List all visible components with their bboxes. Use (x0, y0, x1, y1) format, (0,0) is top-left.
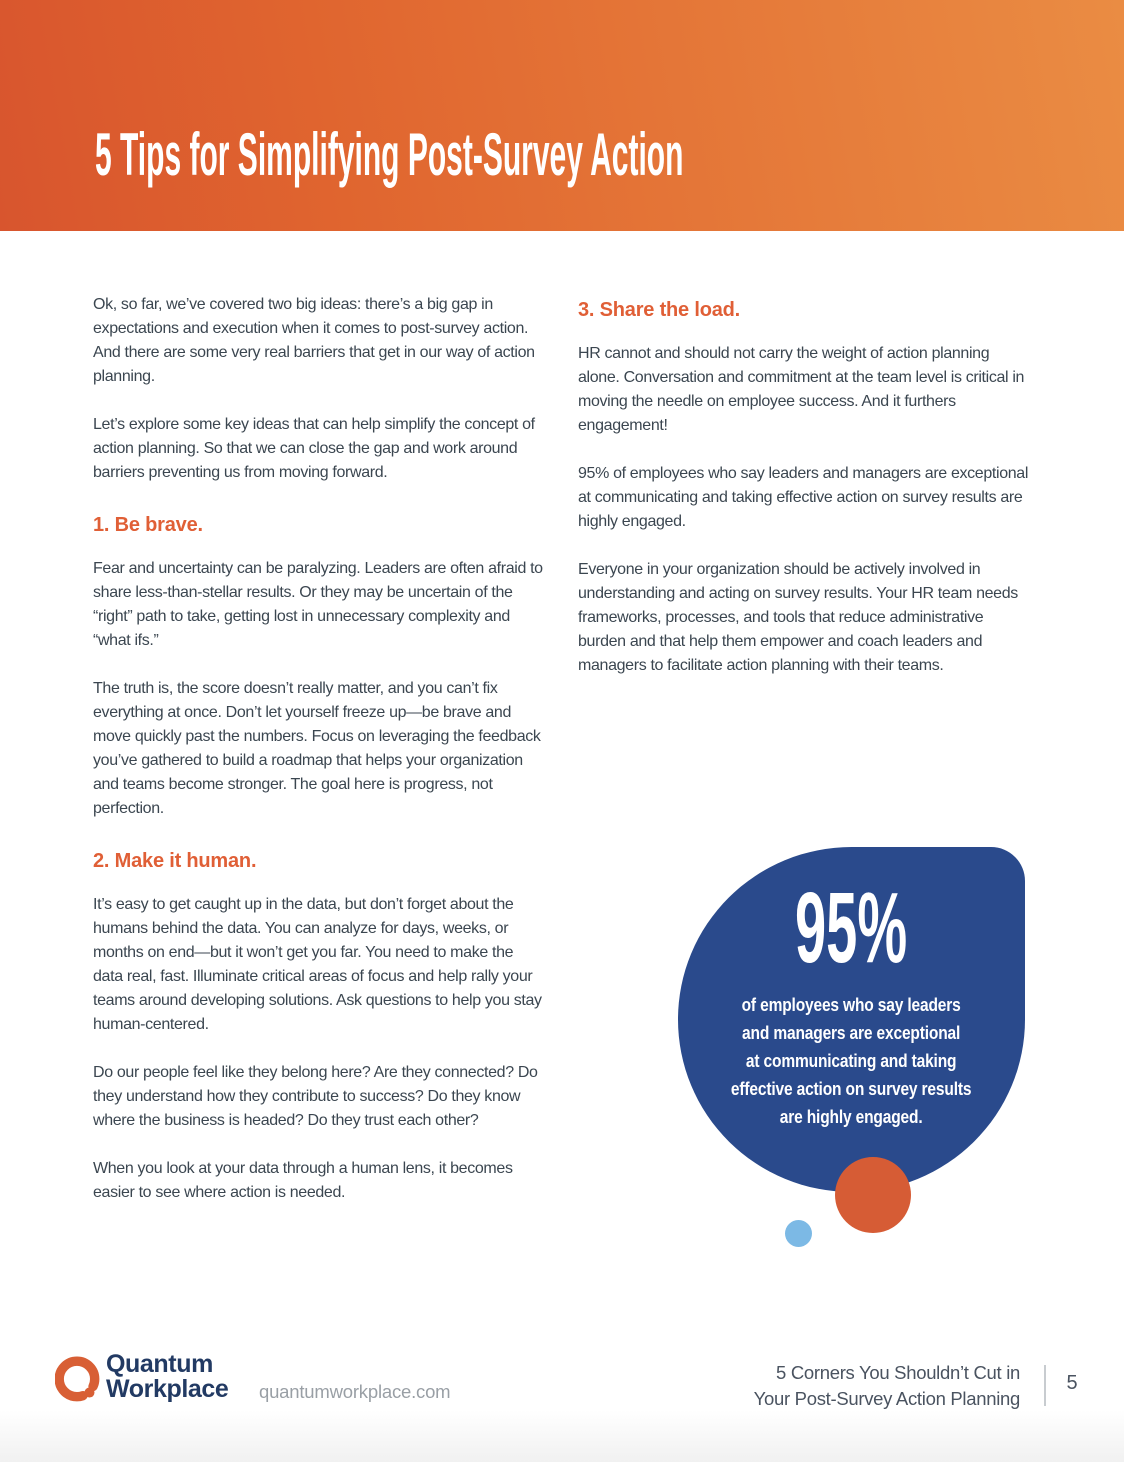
bottom-shadow-band (0, 1410, 1124, 1462)
make-it-human-paragraph-1: It’s easy to get caught up in the data, but don’t forget about the humans behind the data. You can analyze for days, weeks, or months on end—but it won’t get you far. You need to make the data real, fast. Illuminate critical areas of focus and help rally your teams around developing solutions. Ask questions to help you stay human-centered. (93, 896, 542, 1033)
section-heading-share-the-load: 3. Share the load. (578, 299, 741, 321)
decorative-light-blue-circle (785, 1220, 812, 1247)
stat-value: 95% (795, 872, 908, 984)
stat-caption (731, 991, 971, 1131)
share-the-load-paragraph-2: 95% of employees who say leaders and managers are exceptional at communicating and taking effective action on survey results are highly engaged. (578, 465, 1029, 530)
quantum-workplace-wordmark (106, 1352, 228, 1402)
share-the-load-paragraph-3: Everyone in your organization should be actively involved in understanding and acting on survey results. Your HR team needs frameworks, processes, and tools that reduce administrative burden and that help them empower and coach leaders and managers to facilitate action planning with their teams. (578, 561, 1018, 674)
make-it-human-paragraph-3: When you look at your data through a human lens, it becomes easier to see where action is needed. (93, 1160, 513, 1201)
page-number: 5 (1066, 1372, 1078, 1394)
stat-caption-line: at communicating and taking (746, 1050, 957, 1071)
stat-caption-line: effective action on survey results (731, 1078, 972, 1099)
stat-caption-line: and managers are exceptional (742, 1022, 961, 1043)
logo-word-quantum: Quantum (106, 1350, 213, 1378)
page-banner (0, 0, 1124, 231)
quantum-workplace-logo-icon (55, 1356, 101, 1409)
share-the-load-paragraph-1: HR cannot and should not carry the weight of action planning alone. Conversation and commitment at the team level is critical in moving the needle on employee success. And it furthers engagement! (578, 345, 1025, 434)
stat-caption-line: are highly engaged. (780, 1106, 923, 1127)
be-brave-paragraph-1: Fear and uncertainty can be paralyzing. Leaders are often afraid to share less-than-stellar results. Or they may be uncertain of the “right” path to take, getting lost in unnecessary complexity and “what ifs.” (93, 560, 543, 649)
website-link[interactable]: quantumworkplace.com (259, 1381, 451, 1402)
logo-word-workplace: Workplace (106, 1375, 229, 1403)
footer-doc-title (754, 1360, 1020, 1412)
decorative-orange-circle (835, 1157, 911, 1233)
footer-doc-title-line-1: 5 Corners You Shouldn’t Cut in (775, 1362, 1020, 1383)
page-title: 5 Tips for Simplifying Post-Survey Action (95, 121, 684, 188)
footer-divider (1044, 1365, 1046, 1406)
stat-callout-blob (678, 847, 1025, 1192)
intro-paragraph-2: Let’s explore some key ideas that can help simplify the concept of action planning. So that we can close the gap and work around barriers preventing us from moving forward. (93, 416, 535, 481)
left-column (93, 293, 545, 1229)
section-heading-be-brave: 1. Be brave. (93, 514, 203, 536)
intro-paragraph-1: Ok, so far, we’ve covered two big ideas: there’s a big gap in expectations and execution when it comes to post-survey action. And there are some very real barriers that get in our way of action planning. (93, 296, 535, 385)
footer-doc-title-line-2: Your Post-Survey Action Planning (753, 1388, 1020, 1409)
section-heading-make-it-human: 2. Make it human. (93, 850, 257, 872)
make-it-human-paragraph-2: Do our people feel like they belong here? Are they connected? Do they understand how they contribute to success? Do they know where the business is headed? Do they trust each other? (93, 1064, 538, 1129)
right-column (578, 293, 1030, 702)
be-brave-paragraph-2: The truth is, the score doesn’t really matter, and you can’t fix everything at once. Don’t let yourself freeze up—be brave and move quickly past the numbers. Focus on leveraging the feedback you’ve gathered to build a roadmap that helps your organization and teams become stronger. The goal here is progress, not perfection. (93, 680, 541, 817)
stat-caption-line: of employees who say leaders (741, 994, 961, 1015)
